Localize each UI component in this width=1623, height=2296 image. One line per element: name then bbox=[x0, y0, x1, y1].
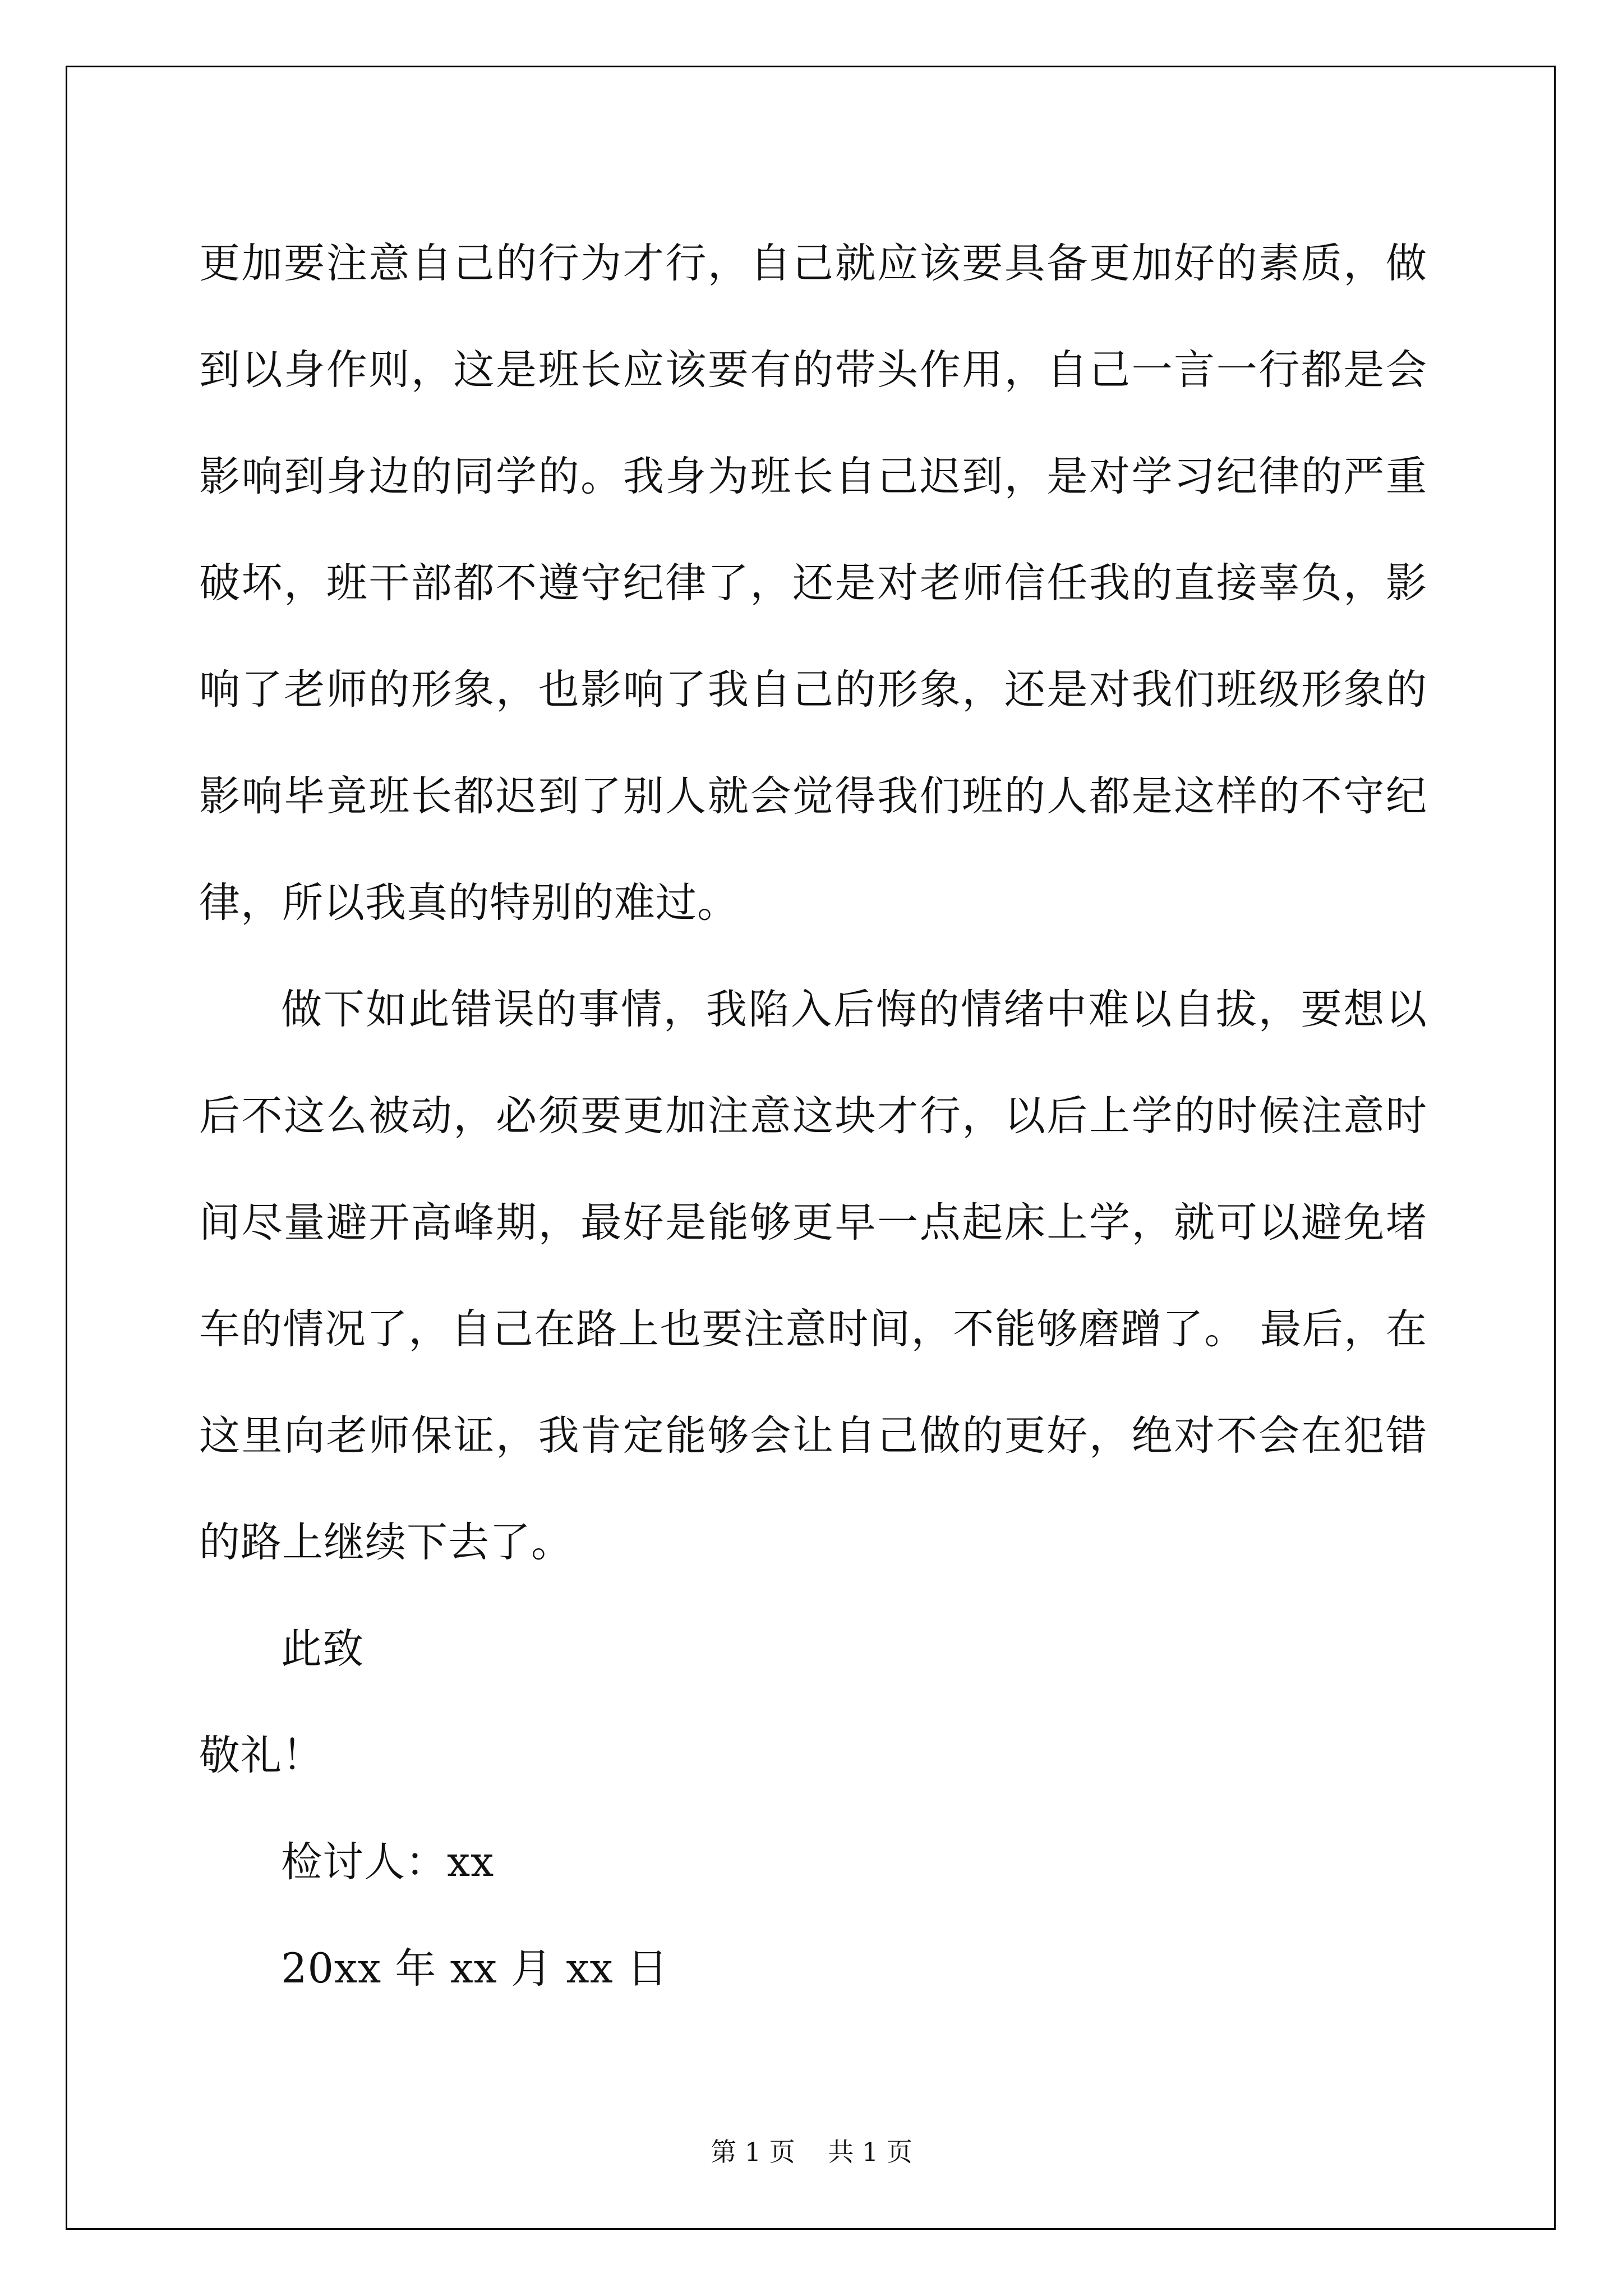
closing-line: 此致 bbox=[281, 1625, 364, 1673]
signature-line: 检讨人：xx bbox=[281, 1838, 495, 1886]
page-total: 共 1 页 bbox=[828, 2137, 912, 2167]
date-line: 20xx 年 xx 月 xx 日 bbox=[281, 1945, 668, 1993]
salute-line: 敬礼！ bbox=[199, 1732, 324, 1779]
document-body bbox=[199, 210, 1427, 2022]
page-number: 第 1 页 bbox=[711, 2137, 795, 2167]
paragraph-1: 更加要注意自己的行为才行，自己就应该要具备更加好的素质，做到以身作则，这是班长应该要有的带头作用，自己一言一行都是会影响到身边的同学的。我身为班长自己迟到，是对学习纪律的严重破坏，班干部都不遵守纪律了，还是对老师信任我的直接辜负，影响了老师的形象，也影响了我自己的形象，还是对我们班级形象的影响毕竟班长都迟到了别人就会觉得我们班的人都是这样的不守纪律，所以我真的特别的难过。 bbox=[199, 240, 1427, 927]
page-footer bbox=[0, 2132, 1623, 2169]
paragraph-2: 做下如此错误的事情，我陷入后悔的情绪中难以自拔，要想以后不这么被动，必须要更加注意这块才行，以后上学的时候注意时间尽量避开高峰期，最好是能够更早一点起床上学，就可以避免堵车的情况了，自己在路上也要注意时间，不能够磨蹭了。 最后，在这里向老师保证，我肯定能够会让自己做的更好，绝对不会在犯错的路上继续下去了。 bbox=[199, 986, 1427, 1566]
